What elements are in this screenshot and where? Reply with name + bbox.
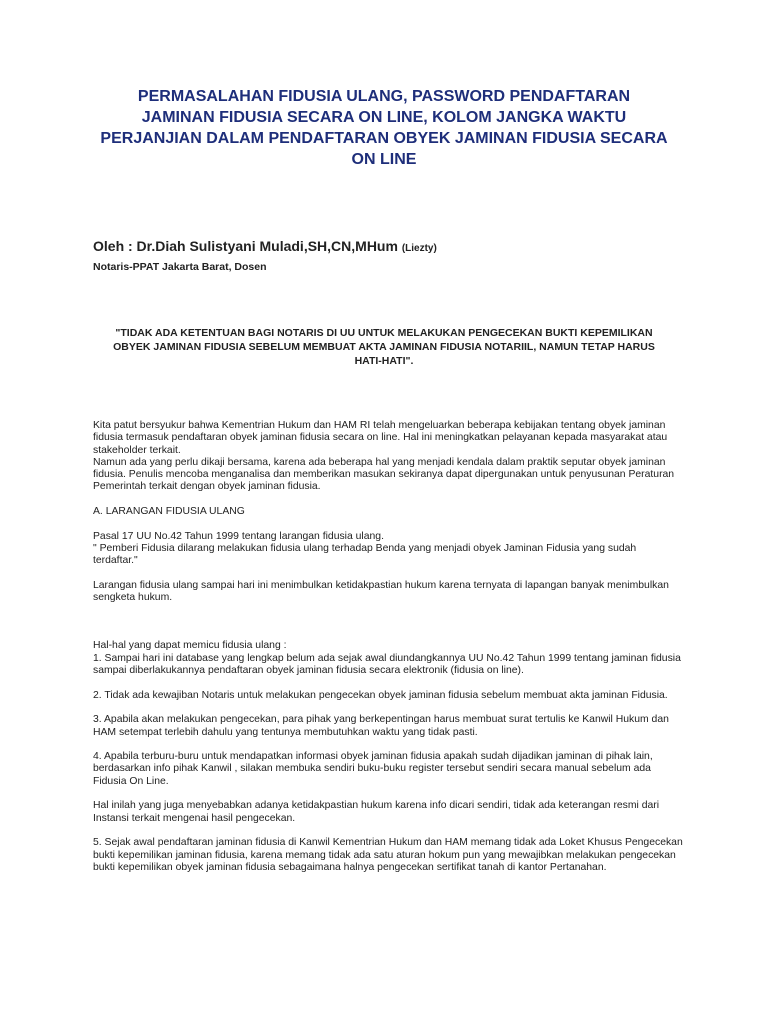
paragraph-quote-pasal: " Pemberi Fidusia dilarang melakukan fidusia ulang terhadap Benda yang menjadi obyek Jaminan Fidusia yang sudah terdaftar.": [93, 542, 637, 567]
paragraph-larangan: Larangan fidusia ulang sampai hari ini menimbulkan ketidakpastian hukum karena ternyata di lapangan banyak menimbulkan sengketa hukum.: [93, 579, 669, 604]
paragraph-pemicu: Hal-hal yang dapat memicu fidusia ulang :: [93, 640, 287, 652]
paragraph-ketidakpastian: Hal inilah yang juga menyebabkan adanya ketidakpastian hukum karena info dicari sendiri, tidak ada keterangan resmi dari Instansi terkait mengenai hasil pengecekan.: [93, 800, 660, 824]
list-item-3: 3. Apabila akan melakukan pengecekan, para pihak yang berkepentingan harus membuat surat tertulis ke Kanwil Hukum dan HAM setempat terlebih dahulu yang tentunya membutuhkan waktu yang tidak pasti.: [93, 714, 669, 738]
list-item-2: 2. Tidak ada kewajiban Notaris untuk melakukan pengecekan obyek jaminan fidusia sebelum membuat akta jaminan Fidusia.: [93, 689, 668, 701]
list-item-5: 5. Sejak awal pendaftaran jaminan fidusia di Kanwil Kementrian Hukum dan HAM memang tidak ada Loket Khusus Pengecekan bukti kepemilikan jaminan fidusia, karena memang tidak ada satu aturan hokum pun yang mewajibkan melakukan pengecekan bukti kepemilikan obyek jaminan fidusia sebagaimana halnya pengecekan sertifikat tanah di kantor Pertanahan.: [93, 837, 683, 873]
author-line: [93, 237, 693, 258]
section-heading-a: A. LARANGAN FIDUSIA ULANG: [93, 506, 245, 518]
paragraph-pasal: Pasal 17 UU No.42 Tahun 1999 tentang larangan fidusia ulang.: [93, 530, 384, 542]
pull-quote: "TIDAK ADA KETENTUAN BAGI NOTARIS DI UU UNTUK MELAKUKAN PENGECEKAN BUKTI KEPEMILIKAN OBYEK JAMINAN FIDUSIA SEBELUM MEMBUAT AKTA JAMINAN FIDUSIA NOTARIIL, NAMUN TETAP HARUS HATI-HATI".: [113, 327, 655, 367]
paragraph-analysis: Namun ada yang perlu dikaji bersama, karena ada beberapa hal yang menjadi kendala dalam praktik seputar obyek jaminan fidusia. Penulis mencoba menganalisa dan memberikan masukan sekiranya dapat dipergunakan untuk penyusunan Peraturan Pemerintah terkait dengan obyek jaminan fidusia.: [93, 456, 675, 493]
document-body: [93, 420, 683, 886]
list-item-4: 4. Apabila terburu-buru untuk mendapatkan informasi obyek jaminan fidusia apakah sudah dijadikan jaminan di pihak lain, berdasarkan info pihak Kanwil , silakan membuka sendiri buku-buku register tersebut sendiri secara manual sebelum ada Fidusia On Line.: [93, 751, 653, 787]
author-alias: (Liezty): [401, 243, 437, 254]
author-name: Oleh : Dr.Diah Sulistyani Muladi,SH,CN,MHum: [93, 238, 398, 254]
author-affiliation: Notaris-PPAT Jakarta Barat, Dosen: [93, 261, 267, 273]
paragraph-intro: Kita patut bersyukur bahwa Kementrian Hukum dan HAM RI telah mengeluarkan beberapa kebijakan tentang obyek jaminan fidusia termasuk pendaftaran obyek jaminan fidusia secara on line. Hal ini meningkatkan pelayanan kepada masyarakat atau stakeholder terkait.: [93, 420, 668, 456]
list-item-1: 1. Sampai hari ini database yang lengkap belum ada sejak awal diundangkannya UU No.42 Tahun 1999 tentang jaminan fidusia sampai diberlakukannya pendaftaran obyek jaminan fidusia secara elektronik (fidusia on line).: [93, 652, 681, 677]
document-title: PERMASALAHAN FIDUSIA ULANG, PASSWORD PENDAFTARAN JAMINAN FIDUSIA SECARA ON LINE, KOLOM JANGKA WAKTU PERJANJIAN DALAM PENDAFTARAN OBYEK JAMINAN FIDUSIA SECARA ON LINE: [100, 88, 668, 168]
